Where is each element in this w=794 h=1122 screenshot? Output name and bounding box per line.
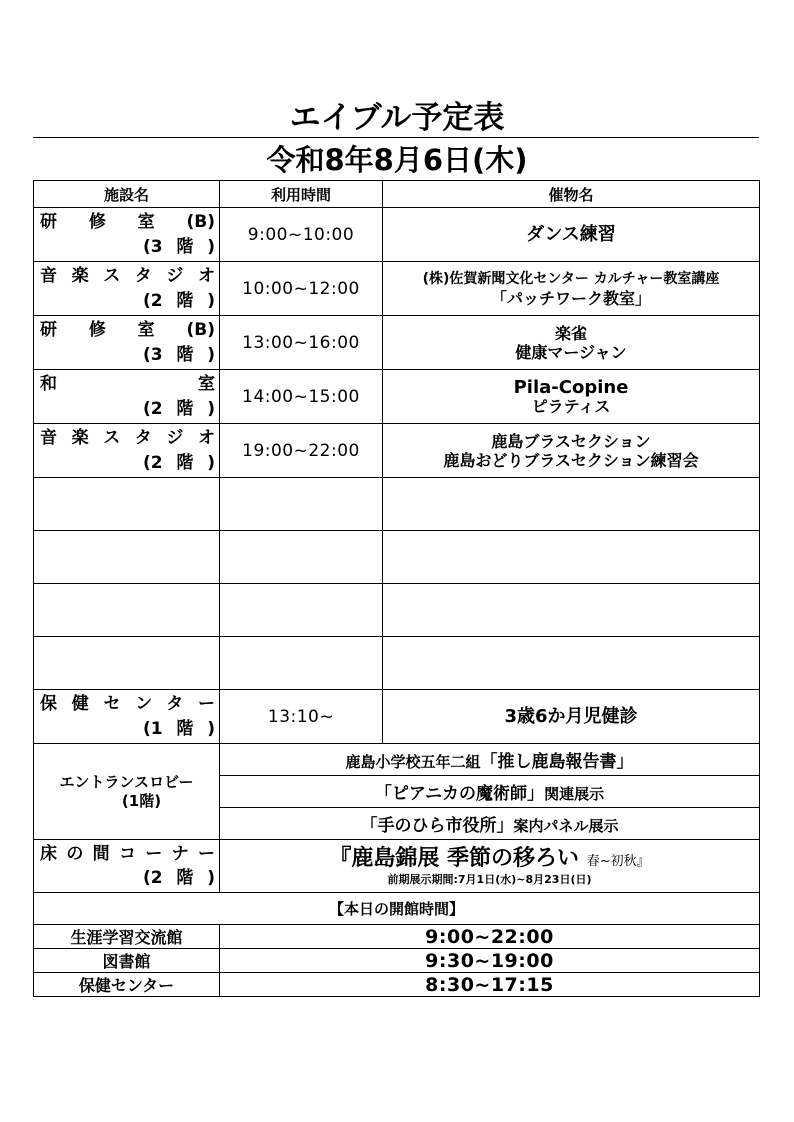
tokonoma-event-cell	[220, 840, 760, 893]
table-row	[34, 208, 760, 262]
empty-row	[34, 584, 760, 637]
tokonoma-row	[34, 840, 760, 893]
tokonoma-title-line	[220, 847, 759, 874]
tokonoma-title: 『鹿島錦展 季節の移ろい	[329, 845, 580, 871]
empty-cell	[220, 637, 383, 690]
hours-row	[34, 973, 760, 997]
event-cell	[383, 316, 760, 370]
facility-floor: (2階)	[143, 868, 215, 888]
header-time: 利用時間	[220, 181, 383, 208]
tokonoma-subtitle: 春~初秋』	[586, 853, 650, 869]
hours-heading: 【本日の開館時間】	[34, 893, 760, 925]
health-row	[34, 690, 760, 744]
tokonoma-period: 前期展示期間:7月1日(水)~8月23日(日)	[387, 872, 592, 886]
empty-cell	[383, 531, 760, 584]
empty-cell	[220, 531, 383, 584]
table-header-row	[34, 181, 760, 208]
facility-floor: (2階)	[143, 453, 215, 473]
exhibit-cell	[220, 808, 760, 840]
hours-time: 8:30~17:15	[220, 973, 760, 997]
table-row	[34, 424, 760, 478]
exhibit-post: 案内パネル展示	[513, 817, 619, 835]
facility-cell	[34, 690, 220, 744]
page-title: エイブル予定表	[289, 100, 505, 136]
title-underline	[33, 137, 759, 138]
facility-room: 保健センター	[40, 694, 215, 714]
exhibit-cell	[220, 744, 760, 776]
time-cell: 9:00~10:00	[220, 208, 383, 262]
header-facility: 施設名	[34, 181, 220, 208]
facility-floor: (3階)	[143, 345, 215, 365]
facility-cell	[34, 424, 220, 478]
event-line2: ピラティス	[531, 396, 611, 416]
hours-time: 9:30~19:00	[220, 949, 760, 973]
empty-cell	[383, 584, 760, 637]
event-line2: 健康マージャン	[515, 342, 627, 362]
table-row	[34, 370, 760, 424]
empty-cell	[220, 584, 383, 637]
entrance-facility-cell	[34, 744, 220, 840]
empty-cell	[34, 478, 220, 531]
exhibit-post: 関連展示	[544, 785, 605, 803]
empty-cell	[34, 584, 220, 637]
hours-facility: 図書館	[34, 949, 220, 973]
time-cell: 14:00~15:00	[220, 370, 383, 424]
facility-floor: (1階)	[143, 719, 215, 739]
exhibit-title: 「推し鹿島報告書」	[480, 752, 634, 772]
empty-cell	[383, 478, 760, 531]
event-line1: Pila-Copine	[513, 376, 629, 398]
empty-cell	[220, 478, 383, 531]
exhibit-pre: 鹿島小学校五年二組	[345, 753, 481, 771]
empty-cell	[34, 637, 220, 690]
time-cell: 19:00~22:00	[220, 424, 383, 478]
header-event: 催物名	[383, 181, 760, 208]
event-line1: ダンス練習	[526, 224, 616, 245]
facility-room: 研修室(B)	[40, 320, 215, 340]
facility-floor: (2階)	[143, 399, 215, 419]
time-cell: 10:00~12:00	[220, 262, 383, 316]
event-cell	[383, 690, 760, 744]
event-cell	[383, 370, 760, 424]
facility-cell	[34, 208, 220, 262]
schedule-table	[33, 180, 760, 997]
time-cell: 13:10~	[220, 690, 383, 744]
hours-facility: 保健センター	[34, 973, 220, 997]
empty-cell	[34, 531, 220, 584]
event-cell	[383, 262, 760, 316]
entrance-name: エントランスロビー	[59, 772, 194, 791]
time-cell: 13:00~16:00	[220, 316, 383, 370]
exhibit-cell	[220, 776, 760, 808]
exhibit-title: 「ピアニカの魔術師」	[374, 784, 545, 804]
schedule-date: 令和8年8月6日(木)	[266, 143, 528, 177]
empty-row	[34, 531, 760, 584]
event-line2: 「パッチワーク教室」	[490, 288, 651, 308]
facility-room: 研修室(B)	[40, 212, 215, 232]
hours-heading-row	[34, 893, 760, 925]
entrance-floor: (1階)	[121, 791, 162, 810]
empty-row	[34, 478, 760, 531]
facility-floor: (3階)	[143, 237, 215, 257]
hours-row	[34, 949, 760, 973]
facility-room: 床の間コーナー	[40, 844, 215, 864]
event-line1: (株)佐賀新聞文化センター カルチャー教室講座	[422, 270, 720, 287]
facility-room: 和室	[40, 374, 215, 394]
event-line1: 3歳6か月児健診	[504, 706, 638, 727]
event-line2: 鹿島おどりブラスセクション練習会	[443, 450, 699, 470]
event-cell	[383, 424, 760, 478]
facility-room: 音楽スタジオ	[40, 266, 215, 286]
table-row	[34, 262, 760, 316]
facility-cell	[34, 370, 220, 424]
facility-cell	[34, 262, 220, 316]
facility-floor: (2階)	[143, 291, 215, 311]
table-row	[34, 316, 760, 370]
exhibit-title: 「手のひら市役所」	[360, 816, 514, 836]
entrance-row	[34, 744, 760, 776]
event-line1: 鹿島ブラスセクション	[491, 431, 651, 451]
facility-cell	[34, 840, 220, 893]
facility-room: 音楽スタジオ	[40, 428, 215, 448]
facility-cell	[34, 316, 220, 370]
hours-row	[34, 925, 760, 949]
event-cell	[383, 208, 760, 262]
hours-facility: 生涯学習交流館	[34, 925, 220, 949]
empty-row	[34, 637, 760, 690]
hours-time: 9:00~22:00	[220, 925, 760, 949]
empty-cell	[383, 637, 760, 690]
event-line1: 楽雀	[554, 323, 587, 343]
